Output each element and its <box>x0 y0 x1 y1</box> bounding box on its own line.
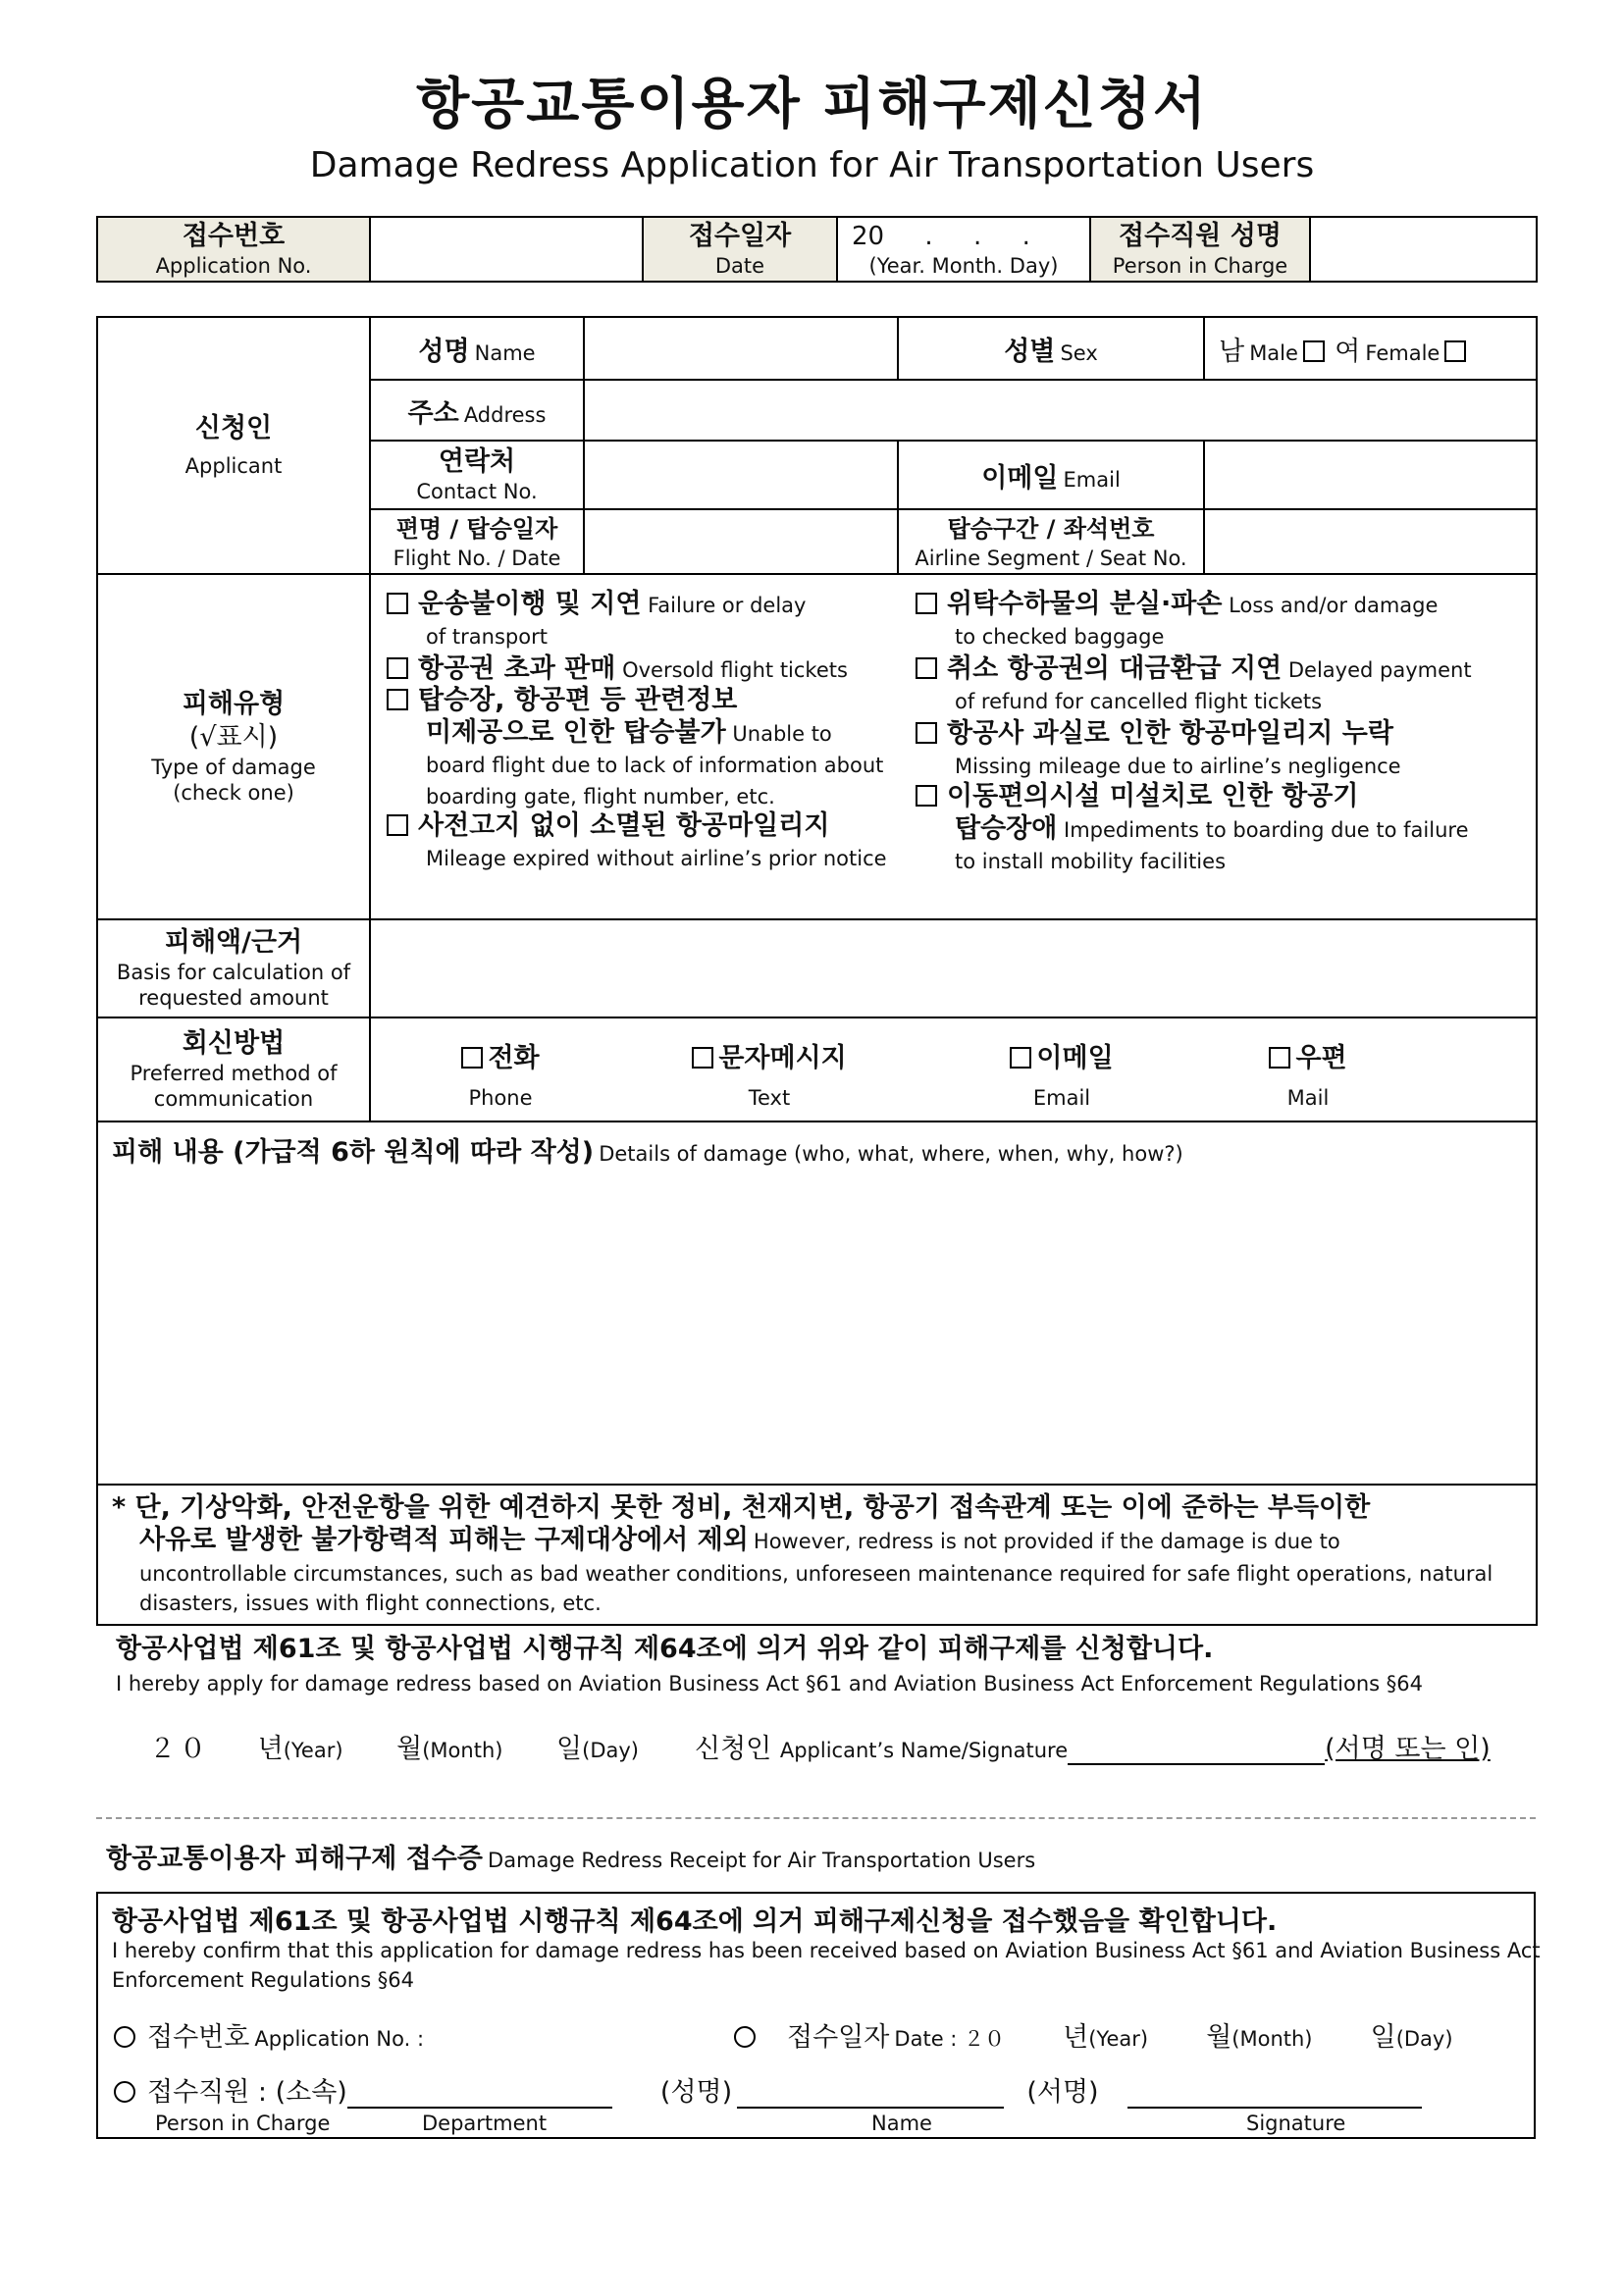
damage-option-oversold[interactable]: 항공권 초과 판매 Oversold flight tickets <box>387 653 917 686</box>
exclusion-notice: * 단, 기상악화, 안전운항을 위한 예견하지 못한 정비, 천재지변, 항공기 접속관계 또는 이에 준하는 부득이한 사유로 발생한 불가항력적 피해는 구제대상에서 제외 However, redress is not provided if the damage is due to uncontrollable circumstances, such as bad weather conditions, unforeseen maintenance required for safe flight operations, natural disasters, issues with flight connections, etc. <box>97 1485 1537 1625</box>
segment-field[interactable] <box>1204 509 1537 574</box>
reply-option-email[interactable]: 이메일 Email <box>944 1036 1179 1110</box>
damage-option-baggage[interactable]: 위탁수하물의 분실·파손 Loss and/or damage to checked baggage <box>916 589 1524 652</box>
reply-option-phone[interactable]: 전화 Phone <box>383 1036 618 1110</box>
details-label: 피해 내용 (가급적 6하 원칙에 따라 작성) <box>112 1137 595 1168</box>
sex-label: 성별 Sex <box>898 317 1204 380</box>
damage-option-delay[interactable]: 운송불이행 및 지연 Failure or delay of transport <box>387 589 917 652</box>
details-field[interactable] <box>97 1121 1537 1485</box>
app-no-field[interactable] <box>370 217 643 282</box>
receipt-sign-en: Signature <box>1246 2112 1346 2135</box>
receipt-confirm-en2: Enforcement Regulations §64 <box>112 1968 415 1992</box>
receipt-staff-en: Person in Charge <box>155 2112 331 2135</box>
receipt-dept-en: Department <box>422 2112 548 2135</box>
damage-option-mobility[interactable]: 이동편의시설 미설치로 인한 항공기 탑승장애 Impediments to boarding due to failure to install mobility facilities <box>916 781 1524 877</box>
female-checkbox[interactable] <box>1444 340 1466 362</box>
receipt-confirm-en1: I hereby confirm that this application for damage redress has been received based on Aviation Business Act §61 and Aviation Business Act <box>112 1939 1541 1962</box>
email-field[interactable] <box>1204 441 1537 509</box>
application-table <box>96 316 1538 1626</box>
details-hint: Details of damage (who, what, where, when, why, how?) <box>599 1142 1183 1166</box>
declaration-text: 항공사업법 제61조 및 항공사업법 시행규칙 제64조에 의거 위와 같이 피해구제를 신청합니다. <box>116 1634 1214 1664</box>
contact-label: 연락처 Contact No. <box>370 441 584 509</box>
name-field[interactable] <box>584 317 898 380</box>
damage-option-no-info[interactable]: 탑승장, 항공편 등 관련정보 미제공으로 인한 탑승불가 Unable to board flight due to lack of information about boarding gate, flight number, etc. <box>387 685 917 812</box>
receipt-date-label: 접수일자 Date <box>643 217 837 282</box>
reply-options <box>370 1017 1537 1121</box>
address-field[interactable] <box>584 380 1537 441</box>
segment-label: 탑승구간 / 좌석번호 Airline Segment / Seat No. <box>898 509 1204 574</box>
amount-label: 피해액/근거 Basis for calculation of requested amount <box>97 919 370 1017</box>
reply-option-mail[interactable]: 우편 Mail <box>1190 1036 1426 1110</box>
receipt-date[interactable]: 접수일자 Date : ２０ 년(Year) 월(Month) 일(Day) <box>734 2015 1453 2054</box>
amount-field[interactable] <box>370 919 1537 1017</box>
office-use-table <box>96 216 1538 283</box>
male-checkbox[interactable] <box>1303 340 1325 362</box>
form-title: 항공교통이용자 피해구제신청서 <box>416 73 1208 136</box>
damage-option-mileage-expired[interactable]: 사전고지 없이 소멸된 항공마일리지 Mileage expired without airline’s prior notice <box>387 810 936 874</box>
app-no-label: 접수번호 Application No. <box>97 217 370 282</box>
reply-label: 회신방법 Preferred method of communication <box>97 1017 370 1121</box>
form-subtitle: Damage Redress Application for Air Transportation Users <box>309 145 1315 185</box>
reply-option-text[interactable]: 문자메시지 Text <box>652 1036 887 1110</box>
damage-option-refund[interactable]: 취소 항공권의 대금환급 지연 Delayed payment of refund for cancelled flight tickets <box>916 653 1524 717</box>
contact-field[interactable] <box>584 441 898 509</box>
staff-label: 접수직원 성명 Person in Charge <box>1090 217 1310 282</box>
flight-field[interactable] <box>584 509 898 574</box>
receipt-title: 항공교통이용자 피해구제 접수증 Damage Redress Receipt for Air Transportation Users <box>106 1844 1036 1874</box>
application-date: ２０ 년(Year) 월(Month) 일(Day) <box>149 1734 639 1764</box>
sex-options: 남 Male 여 Female <box>1204 317 1537 380</box>
applicant-signature[interactable]: 신청인 Applicant’s Name/Signature (서명 또는 인) <box>695 1734 1491 1764</box>
address-label: 주소 Address <box>370 380 584 441</box>
damage-type-label: 피해유형 (√표시) Type of damage (check one) <box>97 574 370 919</box>
email-label: 이메일 Email <box>898 441 1204 509</box>
name-label: 성명 Name <box>370 317 584 380</box>
applicant-label: 신청인 Applicant <box>97 317 370 574</box>
flight-label: 편명 / 탑승일자 Flight No. / Date <box>370 509 584 574</box>
receipt-date-field[interactable]: 20 . . . (Year. Month. Day) <box>837 217 1090 282</box>
receipt-staff[interactable]: 접수직원 : (소속) (성명) (서명) <box>114 2070 1422 2109</box>
cut-line <box>96 1817 1536 1819</box>
declaration-text-en: I hereby apply for damage redress based on Aviation Business Act §61 and Aviation Business Act Enforcement Regulations §64 <box>116 1672 1423 1695</box>
receipt-name-en: Name <box>871 2112 932 2135</box>
receipt-confirm: 항공사업법 제61조 및 항공사업법 시행규칙 제64조에 의거 피해구제신청을 접수했음을 확인합니다. <box>112 1906 1278 1937</box>
receipt-app-no[interactable]: 접수번호 Application No. : <box>114 2015 424 2054</box>
damage-type-options <box>370 574 1537 919</box>
receipt-box <box>96 1892 1541 2139</box>
staff-field[interactable] <box>1310 217 1537 282</box>
damage-option-mileage-missing[interactable]: 항공사 과실로 인한 항공마일리지 누락 Missing mileage due to airline’s negligence <box>916 718 1524 782</box>
